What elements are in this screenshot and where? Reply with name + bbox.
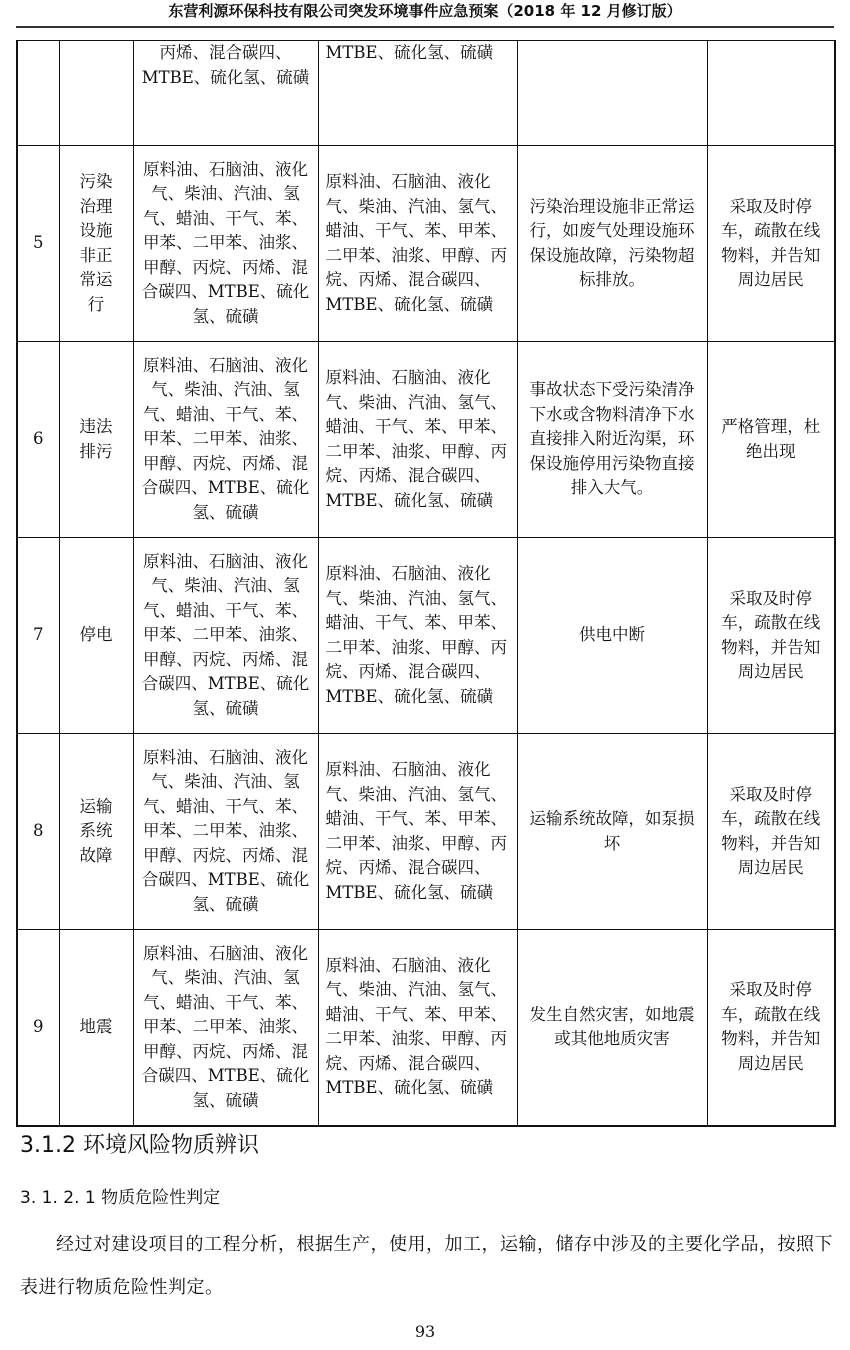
row-number: 5: [17, 146, 59, 342]
table-row: [17, 41, 835, 146]
page-header: [16, 0, 834, 28]
risk-type: 违法排污: [59, 342, 133, 538]
row-number: 7: [17, 538, 59, 734]
page-number: 93: [414, 1322, 436, 1341]
risk-pollutants: MTBE、硫化氢、硫磺: [318, 41, 517, 146]
row-number: 8: [17, 734, 59, 930]
body-paragraph: 经过对建设项目的工程分析，根据生产，使用，加工，运输，储存中涉及的主要化学品，按照下表进行物质危险性判定。: [20, 1234, 833, 1298]
risk-cause: [517, 41, 707, 146]
risk-type: [59, 41, 133, 146]
table-row: [17, 342, 835, 538]
risk-substances: 原料油、石脑油、液化气、柴油、汽油、氢气、蜡油、干气、苯、甲苯、二甲苯、油浆、甲醇、丙烷、丙烯、混合碳四、MTBE、硫化氢、硫磺: [133, 342, 318, 538]
header-title: 东营利源环保科技有限公司突发环境事件应急预案（2018 年 12 月修订版）: [168, 2, 682, 20]
risk-measure: [707, 41, 835, 146]
risk-substances: 原料油、石脑油、液化气、柴油、汽油、氢气、蜡油、干气、苯、甲苯、二甲苯、油浆、甲醇、丙烷、丙烯、混合碳四、MTBE、硫化氢、硫磺: [133, 146, 318, 342]
row-number: 9: [17, 930, 59, 1126]
row-number: 6: [17, 342, 59, 538]
section-heading: 3.1.2 环境风险物质辨识: [20, 1133, 259, 1158]
risk-type: 运输系统故障: [59, 734, 133, 930]
risk-pollutants: 原料油、石脑油、液化气、柴油、汽油、氢气、蜡油、干气、苯、甲苯、二甲苯、油浆、甲醇、丙烷、丙烯、混合碳四、MTBE、硫化氢、硫磺: [318, 538, 517, 734]
risk-pollutants: 原料油、石脑油、液化气、柴油、汽油、氢气、蜡油、干气、苯、甲苯、二甲苯、油浆、甲醇、丙烷、丙烯、混合碳四、MTBE、硫化氢、硫磺: [318, 146, 517, 342]
risk-measure: 采取及时停车，疏散在线物料，并告知周边居民: [707, 146, 835, 342]
risk-cause: 污染治理设施非正常运行，如废气处理设施环保设施故障，污染物超标排放。: [517, 146, 707, 342]
table-row: [17, 146, 835, 342]
risk-measure: 采取及时停车，疏散在线物料，并告知周边居民: [707, 734, 835, 930]
risk-cause: 运输系统故障，如泵损坏: [517, 734, 707, 930]
risk-measure: 严格管理，杜绝出现: [707, 342, 835, 538]
risk-pollutants: 原料油、石脑油、液化气、柴油、汽油、氢气、蜡油、干气、苯、甲苯、二甲苯、油浆、甲醇、丙烷、丙烯、混合碳四、MTBE、硫化氢、硫磺: [318, 930, 517, 1126]
risk-measure: 采取及时停车，疏散在线物料，并告知周边居民: [707, 538, 835, 734]
risk-pollutants: 原料油、石脑油、液化气、柴油、汽油、氢气、蜡油、干气、苯、甲苯、二甲苯、油浆、甲醇、丙烷、丙烯、混合碳四、MTBE、硫化氢、硫磺: [318, 734, 517, 930]
table-row: [17, 538, 835, 734]
subsection-heading: 3. 1. 2. 1 物质危险性判定: [20, 1188, 221, 1208]
risk-measure: 采取及时停车，疏散在线物料，并告知周边居民: [707, 930, 835, 1126]
table-row: [17, 734, 835, 930]
risk-type: 停电: [59, 538, 133, 734]
risk-cause: 发生自然灾害，如地震或其他地质灾害: [517, 930, 707, 1126]
risk-substances: 原料油、石脑油、液化气、柴油、汽油、氢气、蜡油、干气、苯、甲苯、二甲苯、油浆、甲醇、丙烷、丙烯、混合碳四、MTBE、硫化氢、硫磺: [133, 930, 318, 1126]
risk-substances: 原料油、石脑油、液化气、柴油、汽油、氢气、蜡油、干气、苯、甲苯、二甲苯、油浆、甲醇、丙烷、丙烯、混合碳四、MTBE、硫化氢、硫磺: [133, 734, 318, 930]
risk-type: 地震: [59, 930, 133, 1126]
table-row: [17, 930, 835, 1126]
row-number: [17, 41, 59, 146]
risk-substances: 丙烯、混合碳四、MTBE、硫化氢、硫磺: [133, 41, 318, 146]
risk-type: 污染治理设施非正常运行: [59, 146, 133, 342]
risk-pollutants: 原料油、石脑油、液化气、柴油、汽油、氢气、蜡油、干气、苯、甲苯、二甲苯、油浆、甲醇、丙烷、丙烯、混合碳四、MTBE、硫化氢、硫磺: [318, 342, 517, 538]
risk-substances: 原料油、石脑油、液化气、柴油、汽油、氢气、蜡油、干气、苯、甲苯、二甲苯、油浆、甲醇、丙烷、丙烯、混合碳四、MTBE、硫化氢、硫磺: [133, 538, 318, 734]
risk-table: [16, 40, 836, 1127]
risk-cause: 事故状态下受污染清净下水或含物料清净下水直接排入附近沟渠，环保设施停用污染物直接排入大气。: [517, 342, 707, 538]
risk-cause: 供电中断: [517, 538, 707, 734]
